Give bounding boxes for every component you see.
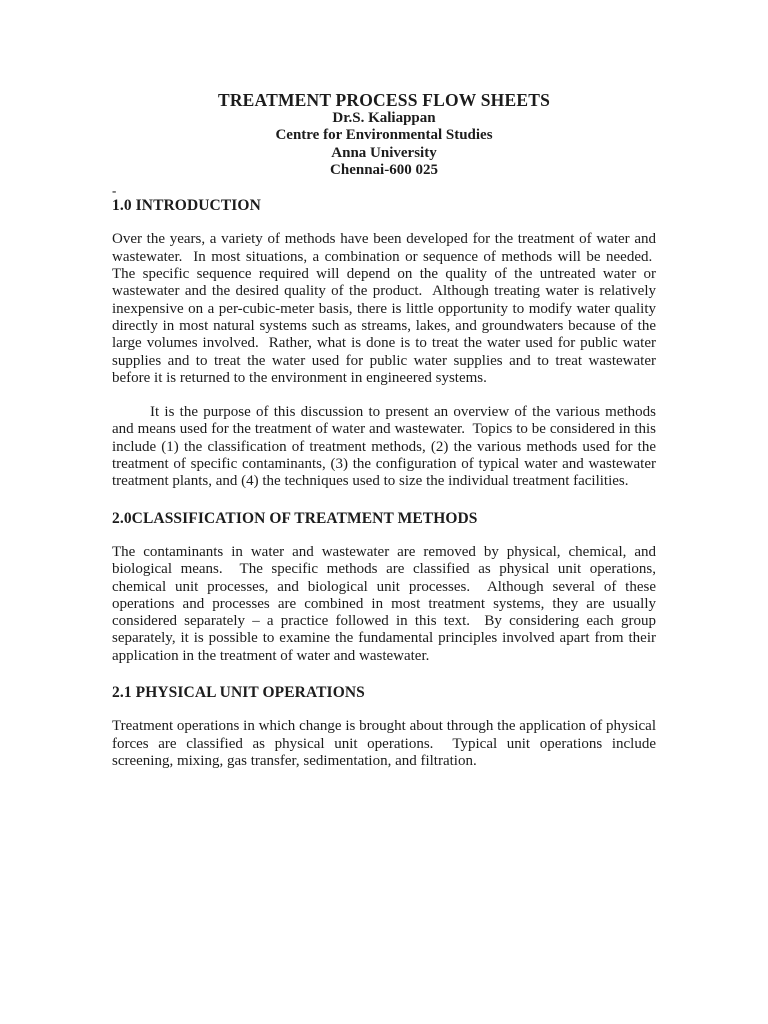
document-header	[112, 90, 656, 179]
section-heading-classification: 2.0CLASSIFICATION OF TREATMENT METHODS	[112, 509, 478, 527]
paragraph-classification-1: The contaminants in water and wastewater are removed by physical, chemical, and biological means. The specific methods are classified as physical unit operations, chemical unit processes, and biological unit processes. Although several of these operations and processes are combined in most treatment systems, they are usually considered separately – a practice followed in this text. By considering each group separately, it is possible to examine the fundamental principles involved apart from their application in the treatment of water and wastewater.	[112, 543, 656, 664]
document-title: TREATMENT PROCESS FLOW SHEETS	[217, 90, 551, 110]
document-content	[112, 90, 656, 770]
stray-dash-mark: -	[112, 183, 117, 199]
paragraph-physical-unit-operations-1: Treatment operations in which change is brought about through the application of physical forces are classified as physical unit operations. Typical unit operations include screening, mixing, gas transfer, sedimentation, and filtration.	[112, 718, 656, 769]
section-heading-physical-unit-operations: 2.1 PHYSICAL UNIT OPERATIONS	[112, 684, 365, 702]
address-line: Chennai-600 025	[330, 161, 438, 178]
author-line: Dr.S. Kaliappan	[332, 110, 436, 126]
paragraph-introduction-2: It is the purpose of this discussion to present an overview of the various methods and means used for the treatment of water and wastewater. Topics to be considered in this include (1) the classification of treatment methods, (2) the various methods used for the treatment of specific contaminants, (3) the configuration of typical water and wastewater treatment plants, and (4) the techniques used to size the individual treatment facilities.	[112, 404, 656, 490]
section-heading-introduction: 1.0 INTRODUCTION	[112, 197, 261, 215]
university-line: Anna University	[331, 144, 437, 161]
paragraph-introduction-1: Over the years, a variety of methods have been developed for the treatment of water and wastewater. In most situations, a combination or sequence of methods will be needed. The specific sequence required will depend on the quality of the untreated water or wastewater and the desired quality of the product. Although treating water is relatively inexpensive on a per-cubic-meter basis, there is little opportunity to modify water quality directly in most natural systems such as streams, lakes, and groundwaters because of the large volumes involved. Rather, what is done is to treat the water used for public water supplies and to treat the water used for public water supplies and to treat wastewater before it is returned to the environment in engineered systems.	[112, 231, 656, 386]
affiliation-line: Centre for Environmental Studies	[275, 127, 493, 144]
